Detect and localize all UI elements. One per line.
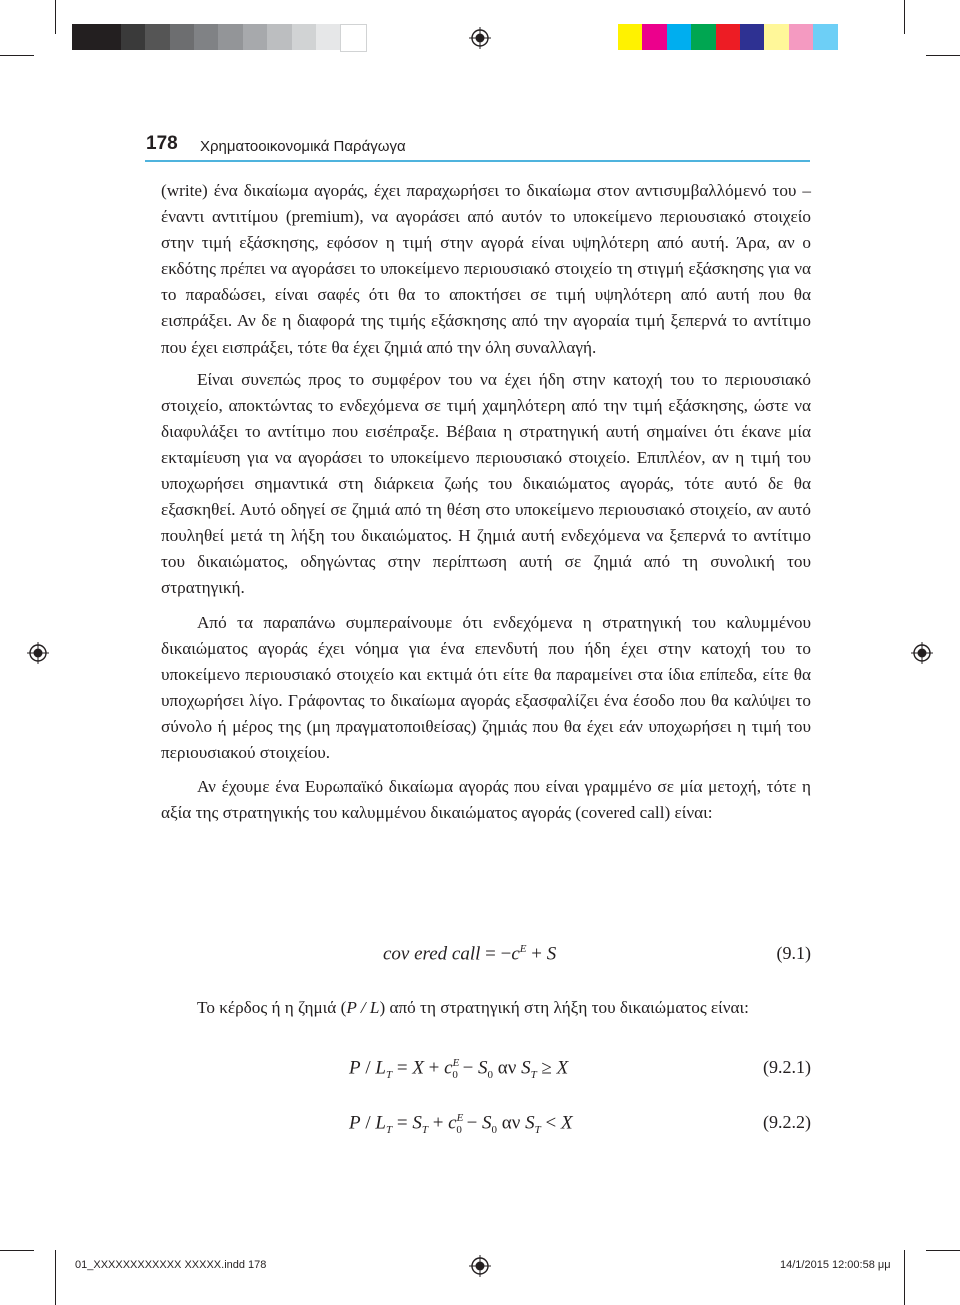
eq-lhs: cov ered call	[383, 943, 481, 965]
gray-swatch	[267, 24, 291, 50]
gray-swatch	[292, 24, 316, 50]
equation-number: (9.2.1)	[763, 1057, 811, 1077]
footer-file-slug: 01_ΧΧΧΧΧΧΧΧΧΧΧΧ ΧΧΧΧΧ.indd 178	[75, 1259, 267, 1271]
equation-9-2-2: $P / L_T = S_T + c^E_0 - S_0$ αν $S_T < X$ (9.2.2)	[349, 1112, 811, 1137]
body-text	[161, 995, 811, 1021]
gray-swatch	[194, 24, 218, 50]
crop-mark	[0, 55, 34, 56]
registration-mark-icon	[469, 27, 491, 49]
crop-mark	[926, 55, 960, 56]
running-title: Χρηματοοικονομικά Παράγωγα	[200, 138, 406, 155]
registration-mark-icon	[469, 1255, 491, 1277]
page-number: 178	[146, 133, 178, 154]
process-swatch	[764, 24, 788, 50]
gray-swatch	[170, 24, 194, 50]
crop-mark	[55, 1250, 56, 1305]
paragraph: Από τα παραπάνω συμπεραίνουμε ότι ενδεχόμενα η στρατηγική του καλυμμένου δικαιώματος αγοράς έχει νόημα για ένα επενδυτή που ήδη έχει στην κατοχή του το υποκείμενο περιουσιακό στοιχείο και εκτιμά ότι είτε θα παραμείνει στα ίδια επίπεδα, είτε θα υποχωρήσει λίγο. Γράφοντας το δικαίωμα αγοράς εξασφαλίζει ένα έσοδο που θα καλύψει το σύνολο ή μέρος της (μη πραγματοποιθείσας) ζημιάς που θα έχει εάν υποχωρήσει η τιμή του περιουσιακού στοιχείου.	[161, 612, 811, 762]
crop-mark	[904, 1250, 905, 1305]
gray-swatch	[121, 24, 145, 50]
process-swatch	[789, 24, 813, 50]
equation-9-2-1: $P / L_T = X + c^E_0 - S_0$ αν $S_T \ge X$ (9.2.1)	[349, 1057, 811, 1082]
paragraph: Αν έχουμε ένα Ευρωπαϊκό δικαίωμα αγοράς που είναι γραμμένο σε μία μετοχή, τότε η αξία της στρατηγικής του καλυμμένου δικαιώματος αγοράς (covered call) είναι:	[161, 777, 811, 823]
paragraph: (write) ένα δικαίωμα αγοράς, έχει παραχωρήσει το δικαίωμα στον αντισυμβαλλόμενό του – έναντι αντιτίμου (premium), να αγοράσει από αυτόν το υποκείμενο περιουσιακό στοιχείο στην τιμή εξάσκησης, εφόσον η τιμή στην αγορά είναι υψηλότερη από αυτή. Άρα, αν ο εκδότης πρέπει να αγοράσει το υποκείμενο περιουσιακό στοιχείο τη στιγμή εξάσκησης για να το παραδώσει, είναι σαφές ότι θα το αποκτήσει σε τιμή υψηλότερη από αυτή που θα εισπράξει. Αν δε η διαφορά της τιμής εξάσκησης από την αγοραία τιμή ξεπερνά το αντίτιμο που έχει εισπράξει, τότε θα έχει ζημιά από την όλη συναλλαγή.	[161, 181, 811, 357]
process-color-bar	[618, 24, 838, 50]
gray-color-bar	[72, 24, 367, 50]
crop-mark	[904, 0, 905, 34]
equation-number: (9.1)	[776, 943, 811, 963]
process-swatch	[642, 24, 666, 50]
crop-mark	[55, 0, 56, 34]
process-swatch	[813, 24, 837, 50]
gray-swatch	[218, 24, 242, 50]
body-text	[161, 178, 811, 826]
crop-mark	[0, 1250, 34, 1251]
crop-mark	[926, 1250, 960, 1251]
process-swatch	[618, 24, 642, 50]
process-swatch	[716, 24, 740, 50]
process-swatch	[667, 24, 691, 50]
footer-date-slug: 14/1/2015 12:00:58 μμ	[780, 1259, 891, 1271]
registration-mark-icon	[27, 642, 49, 664]
header-rule	[145, 160, 810, 162]
gray-swatch	[243, 24, 267, 50]
paragraph: Είναι συνεπώς προς το συμφέρον του να έχει ήδη στην κατοχή του το περιουσιακό στοιχείο, αποκτώντας το ενδεχόμενα σε τιμή χαμηλότερη από την τιμή εξάσκησης, ώστε να διαφυλάξει το αντίτιμο που εισέπραξε. Βέβαια η στρατηγική αυτή σημαίνει ότι έκανε μία εκταμίευση για να αγοράσει το υποκείμενο περιουσιακό στοιχείο. Επιπλέον, αν η τιμή του υποχωρήσει σημαντικά στη διάρκεια ζωής του δικαιώματος αγοράς, τότε αυτό δε θα εξασκηθεί. Αυτό οδηγεί σε ζημιά από τη θέση στο υποκείμενο περιουσιακό στοιχείο, αν αυτό πουληθεί μετά τη λήξη του δικαιώματος. Η ζημιά αυτή ενδεχόμενα να ξεπερνά το αντίτιμο του δικαιώματος, οδηγώντας στην περίπτωση αυτή σε ζημιά από τη συνολική του στρατηγική.	[161, 369, 811, 598]
gray-swatch	[72, 24, 96, 50]
process-swatch	[740, 24, 764, 50]
gray-swatch	[340, 24, 366, 52]
paragraph: Το κέρδος ή η ζημιά (P / L) από τη στρατηγική στη λήξη του δικαιώματος είναι:	[197, 998, 749, 1017]
equation-9-1: cov ered call = $-c^E + S$ (9.1)	[383, 943, 811, 965]
registration-mark-icon	[911, 642, 933, 664]
gray-swatch	[96, 24, 120, 50]
gray-swatch	[145, 24, 169, 50]
process-swatch	[691, 24, 715, 50]
gray-swatch	[316, 24, 340, 50]
equation-number: (9.2.2)	[763, 1112, 811, 1132]
